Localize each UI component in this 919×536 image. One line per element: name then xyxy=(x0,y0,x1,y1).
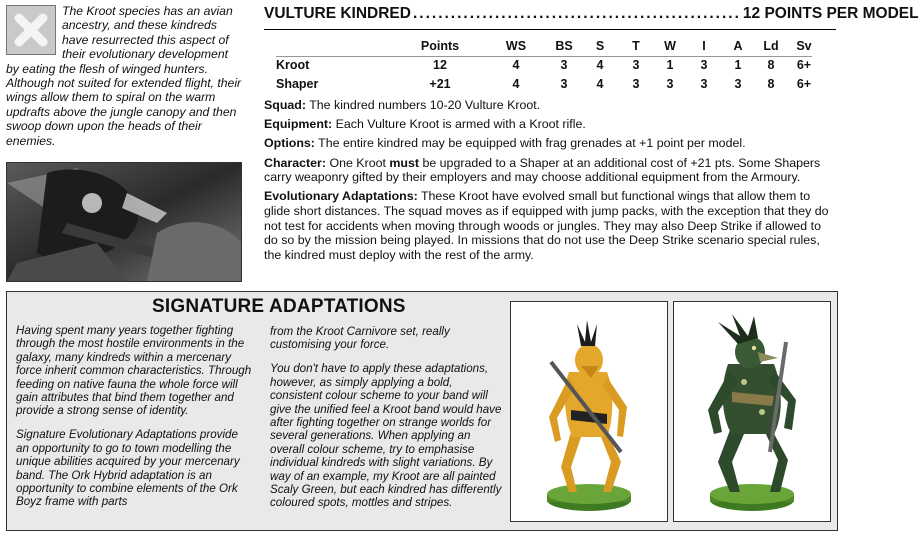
cell-ld: 8 xyxy=(767,57,775,72)
unit-cost: 12 POINTS PER MODEL xyxy=(742,5,919,22)
stat-header-row xyxy=(276,36,822,55)
yellow-kroot-miniature-image xyxy=(510,301,668,522)
cell-a: 1 xyxy=(734,57,742,72)
header-t: T xyxy=(632,38,640,53)
cell-s: 4 xyxy=(596,57,604,72)
cell-points: 12 xyxy=(433,57,447,72)
stat-table xyxy=(276,36,822,93)
intro-text: The Kroot species has an avian ancestry, and these kindreds have resurrected this aspect of their evolutionary development by eating the flesh of winged hunters. Although not suited for extended flight, their wings allow them to spiral on the warm updrafts above the jungle canopy and then swoop down upon the heads of their enemies. xyxy=(6,4,242,148)
header-points: Points xyxy=(420,38,460,53)
signature-paragraph: from the Kroot Carnivore set, really customising your force. xyxy=(270,325,450,352)
unit-heading xyxy=(264,5,919,23)
table-divider xyxy=(276,56,812,57)
cell-points: +21 xyxy=(429,76,451,91)
signature-column-left xyxy=(16,324,252,519)
green-kroot-miniature-image xyxy=(673,301,831,522)
leader-dots: .................................................... xyxy=(412,5,741,22)
signature-column-right xyxy=(270,325,502,520)
rule-character: Character: One Kroot must be upgraded to a Shaper at an additional cost of +21 pts. Some Shapers carry weaponry gifted by their employers and may choose additional equipment from the Armoury. xyxy=(264,155,821,185)
header-sv: Sv xyxy=(796,38,812,53)
cell-bs: 3 xyxy=(560,57,568,72)
rule-options: Options: The entire kindred may be equipped with frag grenades at +1 point per model. xyxy=(264,136,746,151)
heading-rule xyxy=(264,29,836,30)
rule-equipment: Equipment: Each Vulture Kroot is armed with a Kroot rifle. xyxy=(264,117,586,132)
table-row xyxy=(276,74,822,93)
unit-name: VULTURE KINDRED xyxy=(264,5,411,22)
header-i: I xyxy=(702,38,706,53)
header-bs: BS xyxy=(555,38,573,53)
signature-paragraph: Signature Evolutionary Adaptations provide an opportunity to go to town modelling the unique abilities acquired by your mercenary band. The Ork Hybrid adaptation is an opportunity to combine elements of the Ork Boyz frame with parts xyxy=(16,428,240,509)
row-name: Shaper xyxy=(276,76,319,91)
header-blank xyxy=(276,36,396,55)
header-w: W xyxy=(664,38,676,53)
table-row xyxy=(276,55,822,74)
cell-ws: 4 xyxy=(512,76,520,91)
cell-i: 3 xyxy=(700,57,708,72)
cell-sv: 6+ xyxy=(796,57,812,72)
cell-w: 1 xyxy=(666,57,674,72)
cell-t: 3 xyxy=(632,57,640,72)
cell-a: 3 xyxy=(734,76,742,91)
header-ws: WS xyxy=(505,38,527,53)
cell-i: 3 xyxy=(700,76,708,91)
header-ld: Ld xyxy=(763,38,779,53)
cell-bs: 3 xyxy=(560,76,568,91)
cell-ws: 4 xyxy=(512,57,520,72)
cell-ld: 8 xyxy=(767,76,775,91)
row-name: Kroot xyxy=(276,57,310,72)
rule-evolutionary-adaptations: Evolutionary Adaptations: These Kroot have evolved small but functional wings that allow them to glide short distances. The squad moves as if equipped with jump packs, with the exception that they do not test for accidents when moving through woods or jungles. They may also Deep Strike if allowed to do so by the mission being played. In missions that do not use the Deep Strike scenario special rules, the kindred must deploy with the rest of the army. xyxy=(264,189,829,262)
rule-squad: Squad: The kindred numbers 10-20 Vulture Kroot. xyxy=(264,98,541,112)
rules-text xyxy=(264,98,838,267)
cell-t: 3 xyxy=(632,76,640,91)
cell-sv: 6+ xyxy=(796,76,812,91)
signature-title: SIGNATURE ADAPTATIONS xyxy=(152,296,406,317)
kroot-artwork-image xyxy=(6,162,242,282)
header-a: A xyxy=(733,38,743,53)
cell-w: 3 xyxy=(666,76,674,91)
signature-paragraph: You don't have to apply these adaptations, however, as simply applying a bold, consistent colour scheme to your band will give the unified feel a Kroot band would have after fighting together on strange worlds for several generations. When applying an overall colour scheme, try to emphasise individual kindreds with slight variations. By way of an example, my Kroot are all painted Scaly Green, but each kindred has differently coloured spots, mottles and stripes. xyxy=(270,362,502,510)
header-s: S xyxy=(595,38,605,53)
cell-s: 4 xyxy=(596,76,604,91)
signature-paragraph: Having spent many years together fighting through the most hostile environments in the galaxy, many kindreds within a mercenary force inherit common characteristics. Through feeding on native fauna the whole force will gain attributes that bind them together and provide a strong sense of identity. xyxy=(16,324,252,418)
